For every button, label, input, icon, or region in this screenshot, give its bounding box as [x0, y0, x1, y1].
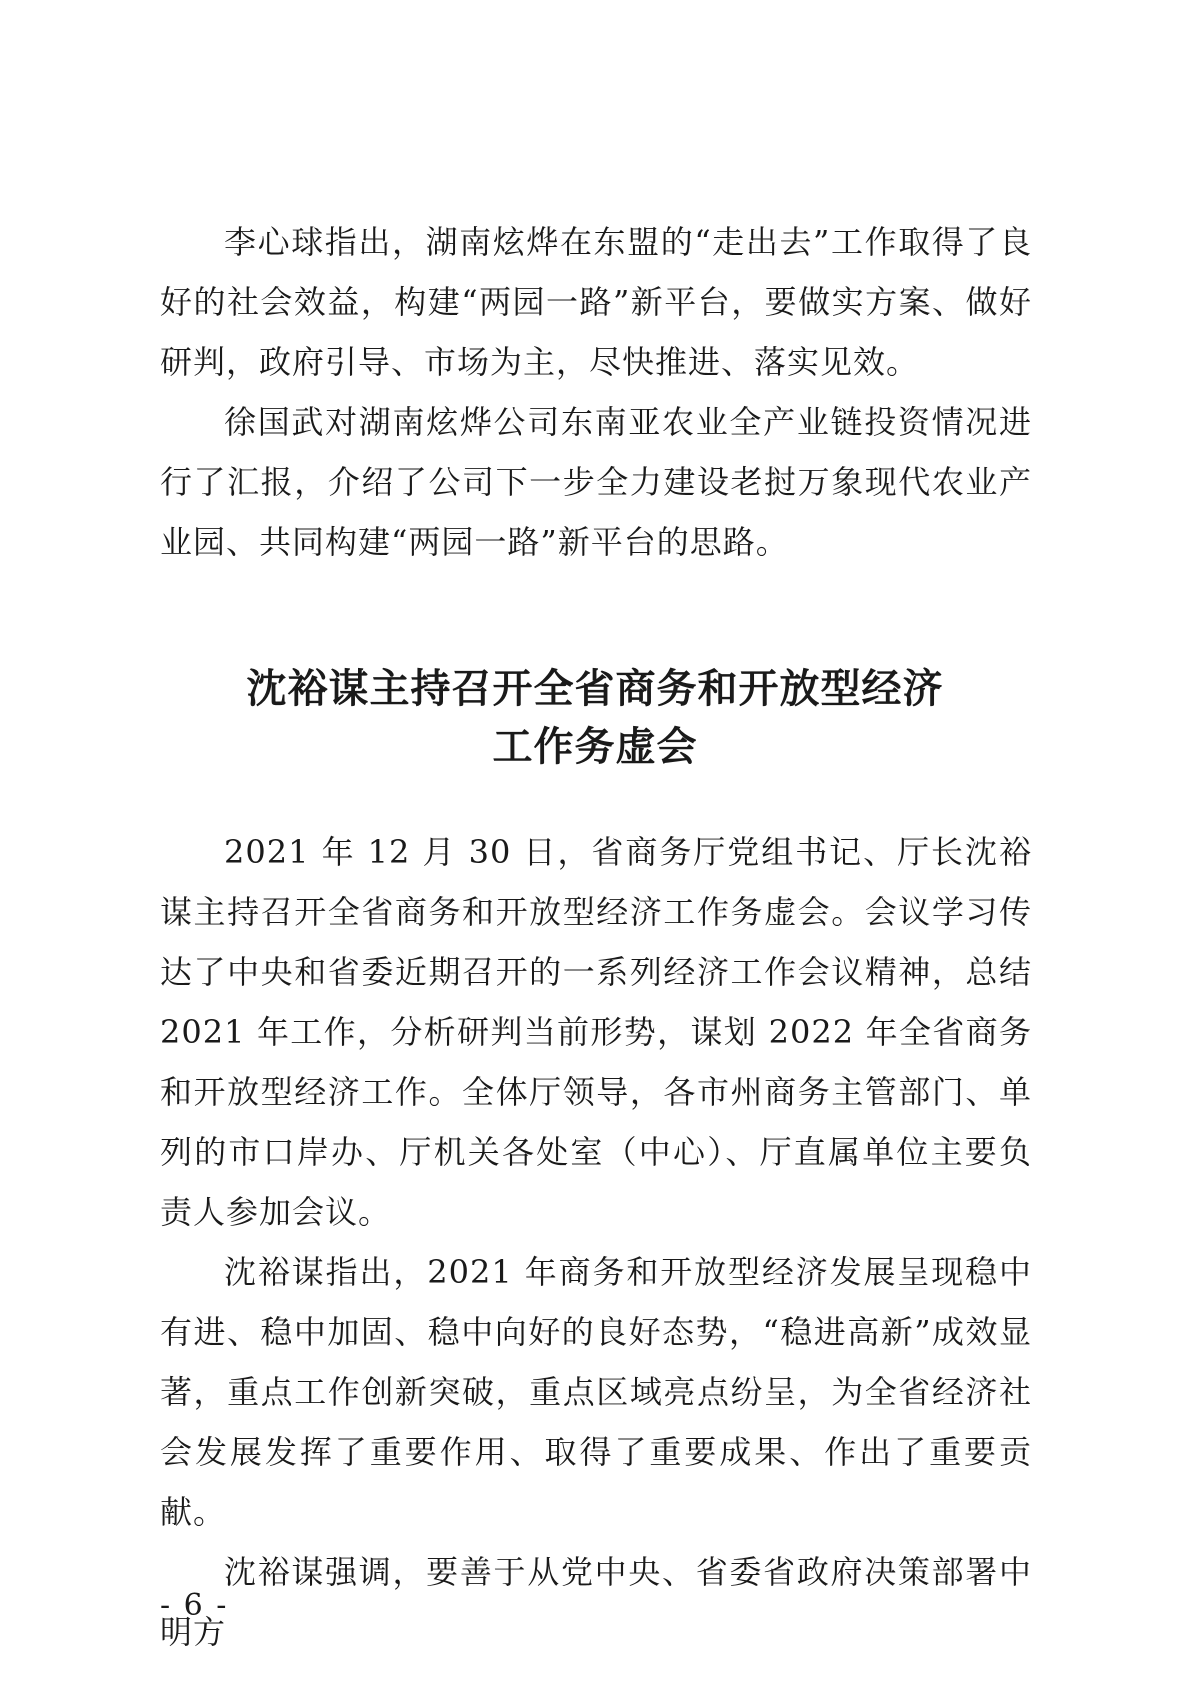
article-title-line-1: 沈裕谋主持召开全省商务和开放型经济 — [246, 666, 944, 712]
article-body — [160, 822, 1032, 1662]
paragraph: 沈裕谋指出，2021 年商务和开放型经济发展呈现稳中有进、稳中加固、稳中向好的良好态势，“稳进高新”成效显著，重点工作创新突破，重点区域亮点纷呈，为全省经济社会发展发挥了重要作用、取得了重要成果、作出了重要贡献。 — [160, 1253, 1032, 1531]
article-title-line-2: 工作务虚会 — [492, 724, 698, 770]
section-one-text — [160, 212, 1032, 572]
paragraph: 2021 年 12 月 30 日，省商务厅党组书记、厅长沈裕谋主持召开全省商务和开放型经济工作务虚会。会议学习传达了中央和省委近期召开的一系列经济工作会议精神，总结 2021 年工作，分析研判当前形势，谋划 2022 年全省商务和开放型经济工作。全体厅领导，各市州商务主管部门、单列的市口岸办、厅机关各处室（中心）、厅直属单位主要负责人参加会议。 — [160, 833, 1032, 1231]
page-number: - 6 - — [160, 1588, 229, 1623]
paragraph: 徐国武对湖南炫烨公司东南亚农业全产业链投资情况进行了汇报，介绍了公司下一步全力建设老挝万象现代农业产业园、共同构建“两园一路”新平台的思路。 — [160, 403, 1032, 561]
paragraph: 李心球指出，湖南炫烨在东盟的“走出去”工作取得了良好的社会效益，构建“两园一路”新平台，要做实方案、做好研判，政府引导、市场为主，尽快推进、落实见效。 — [160, 223, 1032, 381]
paragraph: 沈裕谋强调，要善于从党中央、省委省政府决策部署中明方 — [160, 1553, 1032, 1651]
article-title — [0, 660, 1190, 776]
